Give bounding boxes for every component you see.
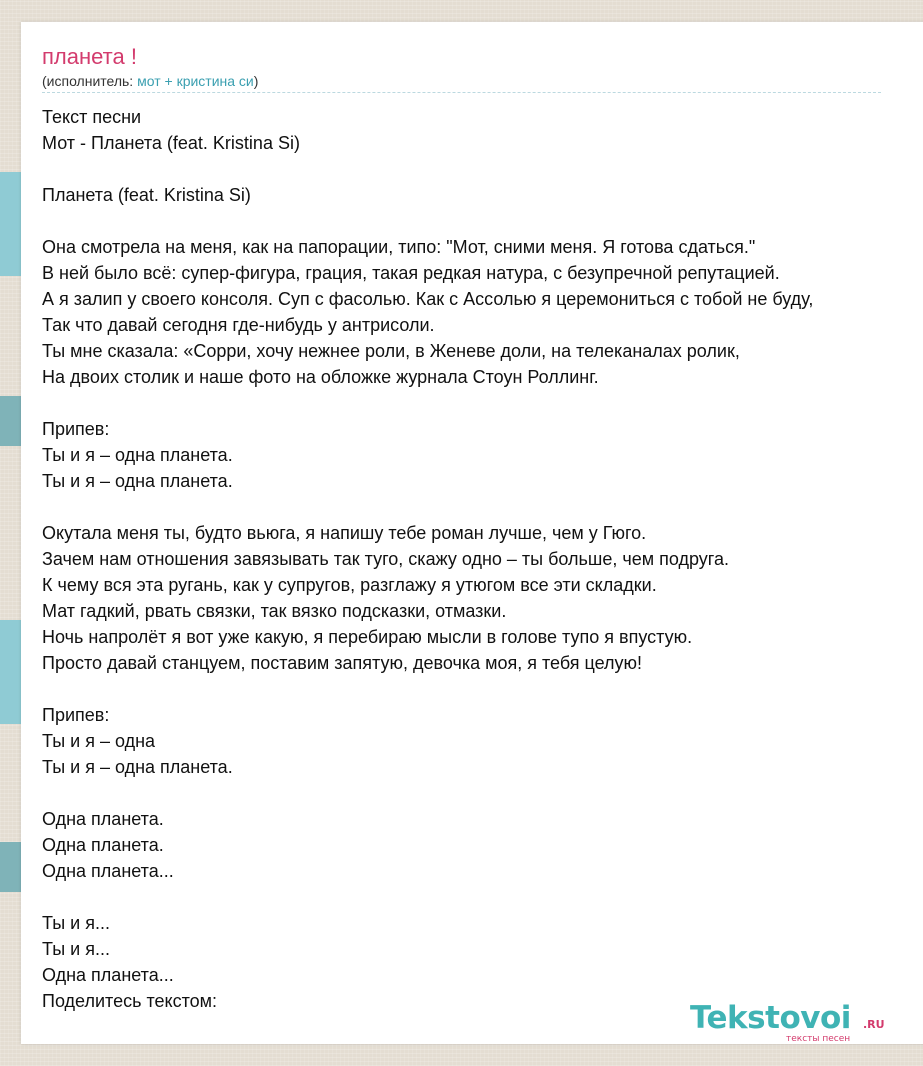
lyrics-line xyxy=(42,676,813,702)
logo-tld-text: .RU xyxy=(863,1018,885,1031)
lyrics-line: В ней было всё: супер-фигура, грация, такая редкая натура, с безупречной репутацией. xyxy=(42,263,780,283)
lyrics-line: Ты и я – одна планета. xyxy=(42,445,233,465)
lyrics-line: Окутала меня ты, будто вьюга, я напишу тебе роман лучше, чем у Гюго. xyxy=(42,523,647,543)
lyrics-line: Ты мне сказала: «Сорри, хочу нежнее роли, в Женеве доли, на телеканалах ролик, xyxy=(42,341,740,361)
artist-link[interactable]: мот + кристина си xyxy=(137,73,254,89)
lyrics-line: Припев: xyxy=(42,419,110,439)
lyrics-line: Ночь напролёт я вот уже какую, я перебираю мысли в голове тупо я впустую. xyxy=(42,627,693,647)
lyrics-line: Ты и я... xyxy=(42,913,110,933)
lyrics-text xyxy=(42,104,813,1014)
lyrics-line: Так что давай сегодня где-нибудь у антрисоли. xyxy=(42,315,435,335)
lyrics-line: Зачем нам отношения завязывать так туго, скажу одно – ты больше, чем подруга. xyxy=(42,549,729,569)
lyrics-line: Одна планета... xyxy=(42,861,174,881)
lyrics-line: Просто давай станцуем, поставим запятую, девочка моя, я тебя целую! xyxy=(42,653,643,673)
lyrics-line: Поделитесь текстом: xyxy=(42,991,218,1011)
lyrics-line xyxy=(42,780,813,806)
artist-line xyxy=(42,73,258,89)
lyrics-line: Ты и я – одна планета. xyxy=(42,471,233,491)
lyrics-line xyxy=(42,390,813,416)
artist-suffix: ) xyxy=(253,73,259,89)
song-title: планета ! xyxy=(42,44,137,69)
lyrics-line: Припев: xyxy=(42,705,110,725)
lyrics-line: Одна планета. xyxy=(42,809,164,829)
title-divider xyxy=(42,92,881,93)
lyrics-line: Одна планета... xyxy=(42,965,174,985)
lyrics-line: На двоих столик и наше фото на обложке журнала Стоун Роллинг. xyxy=(42,367,599,387)
lyrics-line: Она смотрела на меня, как на папорации, типо: "Мот, сними меня. Я готова сдаться." xyxy=(42,237,756,257)
lyrics-line xyxy=(42,494,813,520)
lyrics-line: Мат гадкий, рвать связки, так вязко подсказки, отмазки. xyxy=(42,601,507,621)
lyrics-line: А я залип у своего консоля. Суп с фасолью. Как с Ассолью я церемониться с тобой не буду, xyxy=(42,289,814,309)
lyrics-line: Текст песни xyxy=(42,107,142,127)
site-logo[interactable] xyxy=(690,1000,900,1046)
lyrics-line: Ты и я – одна планета. xyxy=(42,757,233,777)
lyrics-line xyxy=(42,208,813,234)
lyrics-line: Мот - Планета (feat. Kristina Si) xyxy=(42,133,300,153)
logo-main-text: Tekstovoi xyxy=(690,1000,851,1036)
lyrics-line: Планета (feat. Kristina Si) xyxy=(42,185,251,205)
lyrics-line: Ты и я – одна xyxy=(42,731,156,751)
artist-prefix: (исполнитель: xyxy=(42,73,138,89)
logo-subtitle: тексты песен xyxy=(786,1034,851,1044)
lyrics-line: К чему вся эта ругань, как у супругов, разглажу я утюгом все эти складки. xyxy=(42,575,657,595)
lyrics-line xyxy=(42,884,813,910)
lyrics-line xyxy=(42,156,813,182)
lyrics-line: Одна планета. xyxy=(42,835,164,855)
lyrics-line: Ты и я... xyxy=(42,939,110,959)
